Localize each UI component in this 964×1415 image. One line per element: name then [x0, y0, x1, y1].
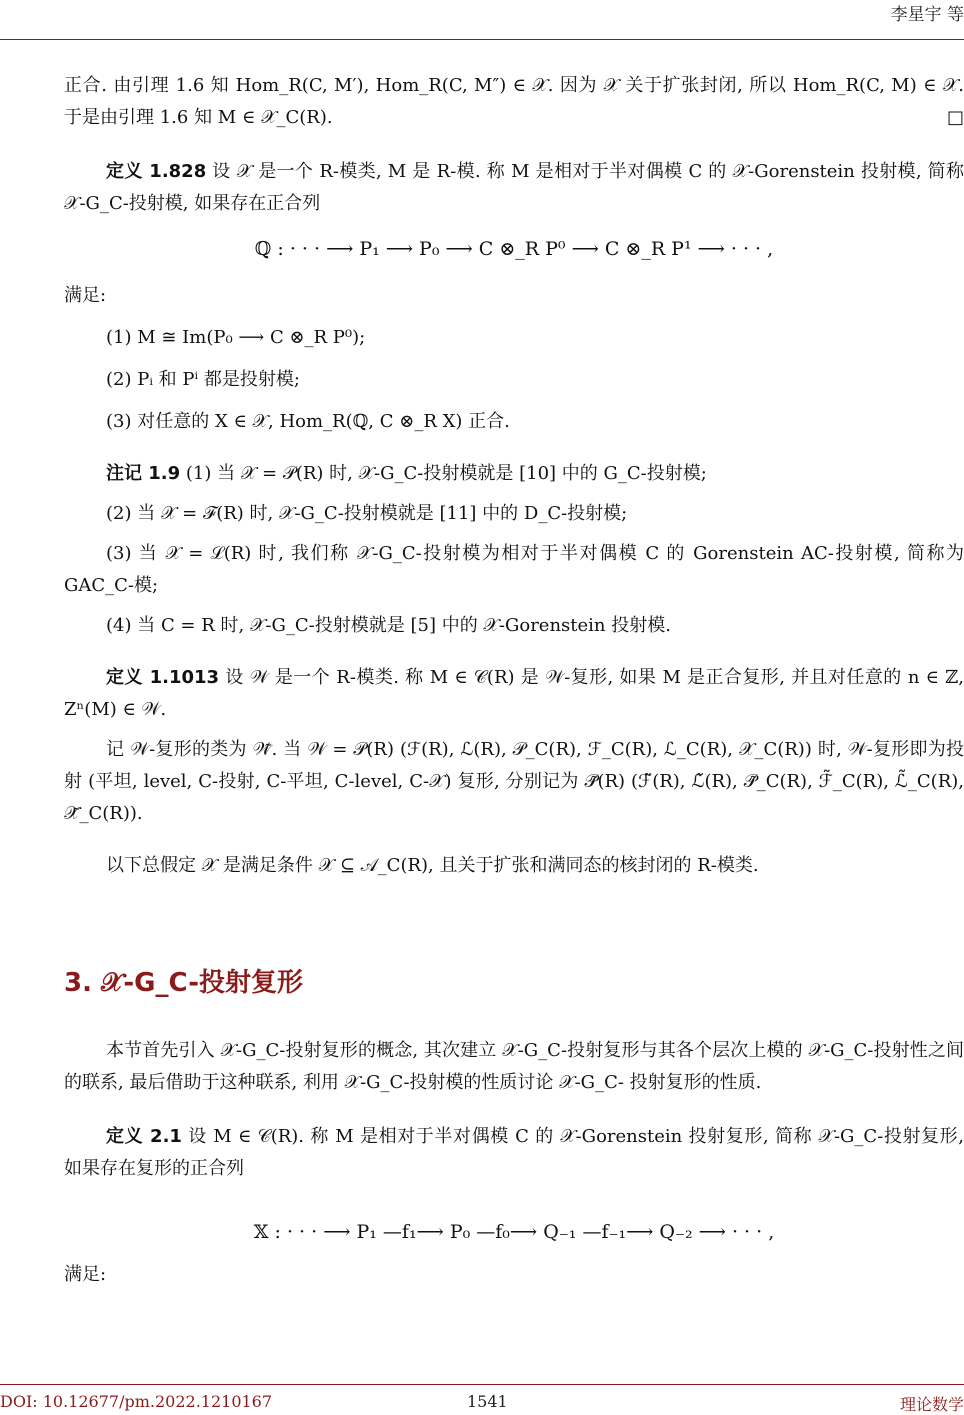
paragraph-assumption: 以下总假定 𝒳 是满足条件 𝒳 ⊆ 𝒜_C(R), 且关于扩张和满同态的核封闭的 R-模类. [106, 855, 759, 876]
footer-journal: 理论数学 [899, 1395, 964, 1414]
header-rule [0, 39, 964, 40]
display-equation-q: ℚ : · · · ⟶ P₁ ⟶ P₀ ⟶ C ⊗_R P⁰ ⟶ C ⊗_R P¹ ⟶ · · · , [254, 238, 774, 260]
condition-3: (3) 对任意的 X ∈ 𝒳, Hom_R(ℚ, C ⊗_R X) 正合. [106, 411, 510, 432]
definition-1-1013: 定义 1.1013 设 𝒲 是一个 R-模类. 称 M ∈ 𝒞(R) 是 𝒲-复形, 如果 M 是正合复形, 并且对任意的 n ∈ ℤ, Zⁿ(M) ∈ 𝒲. [64, 667, 964, 720]
paragraph-proof-end: 正合. 由引理 1.6 知 Hom_R(C, M′), Hom_R(C, M″) ∈ 𝒳. 因为 𝒳 关于扩张封闭, 所以 Hom_R(C, M) ∈ 𝒳. 于是由引理 1.6 知 M ∈ 𝒳_C(R). □ [64, 70, 964, 134]
section-intro: 本节首先引入 𝒳-G_C-投射复形的概念, 其次建立 𝒳-G_C-投射复形与其各个层次上模的 𝒳-G_C-投射性之间的联系, 最后借助于这种联系, 利用 𝒳-G_C-投射模的性质讨论 𝒳-G_C- 投射复形的性质. [64, 1040, 964, 1093]
footer-doi: DOI: 10.12677/pm.2022.1210167 [0, 1392, 273, 1411]
condition-1: (1) M ≅ Im(P₀ ⟶ C ⊗_R P⁰); [106, 327, 366, 348]
qed-symbol: □ [946, 107, 964, 128]
remark-1-9: 注记 1.9 (1) 当 𝒳 = 𝒫(R) 时, 𝒳-G_C-投射模就是 [10] 中的 G_C-投射模; [106, 463, 707, 484]
paragraph-satisfy-2: 满足: [64, 1264, 107, 1285]
remark-item-3: (3) 当 𝒳 = ℒ(R) 时, 我们称 𝒳-G_C-投射模为相对于半对偶模 C 的 Gorenstein AC-投射模, 简称为 GAC_C-模; [64, 543, 964, 596]
definition-2-1: 定义 2.1 设 M ∈ 𝒞(R). 称 M 是相对于半对偶模 C 的 𝒳-Gorenstein 投射复形, 简称 𝒳-G_C-投射复形, 如果存在复形的正合列 [64, 1126, 964, 1179]
paragraph-satisfy: 满足: [64, 285, 107, 306]
condition-2: (2) Pᵢ 和 Pⁱ 都是投射模; [106, 369, 300, 390]
footer-page-number: 1541 [467, 1392, 508, 1411]
page-body [64, 70, 964, 1291]
header-author: 李星宇 等 [890, 5, 964, 25]
footer-rule [0, 1384, 964, 1385]
definition-1-828: 定义 1.828 设 𝒳 是一个 R-模类, M 是 R-模. 称 M 是相对于半对偶模 C 的 𝒳-Gorenstein 投射模, 简称 𝒳-G_C-投射模, 如果存在正合列 [64, 161, 964, 214]
paragraph-w-complexes: 记 𝒲-复形的类为 𝒲̃. 当 𝒲 = 𝒫(R) (ℱ(R), ℒ(R), 𝒫_C(R), ℱ_C(R), ℒ_C(R), 𝒳_C(R)) 时, 𝒲-复形即为投射 (平坦, level, C-投射, C-平坦, C-level, C-𝒳) 复形, 分别记为 𝒫̃(R) (ℱ̃(R), ℒ̃(R), 𝒫̃_C(R), ℱ̃_C(R), ℒ̃_C(R), 𝒳̃_C(R)). [64, 739, 964, 824]
definition-label: 定义 1.828 [106, 161, 207, 182]
definition-label: 定义 2.1 [106, 1126, 182, 1147]
remark-item-4: (4) 当 C = R 时, 𝒳-G_C-投射模就是 [5] 中的 𝒳-Gorenstein 投射模. [106, 615, 671, 636]
definition-label: 定义 1.1013 [106, 667, 220, 688]
display-equation-x: 𝕏 : · · · ⟶ P₁ —f₁⟶ P₀ —f₀⟶ Q₋₁ —f₋₁⟶ Q₋₂ ⟶ · · · , [253, 1221, 775, 1243]
remark-label: 注记 1.9 [106, 463, 181, 484]
remark-item-2: (2) 当 𝒳 = ℱ(R) 时, 𝒳-G_C-投射模就是 [11] 中的 D_C-投射模; [106, 503, 628, 524]
section-title: 3. 𝒳-G_C-投射复形 [64, 968, 303, 998]
